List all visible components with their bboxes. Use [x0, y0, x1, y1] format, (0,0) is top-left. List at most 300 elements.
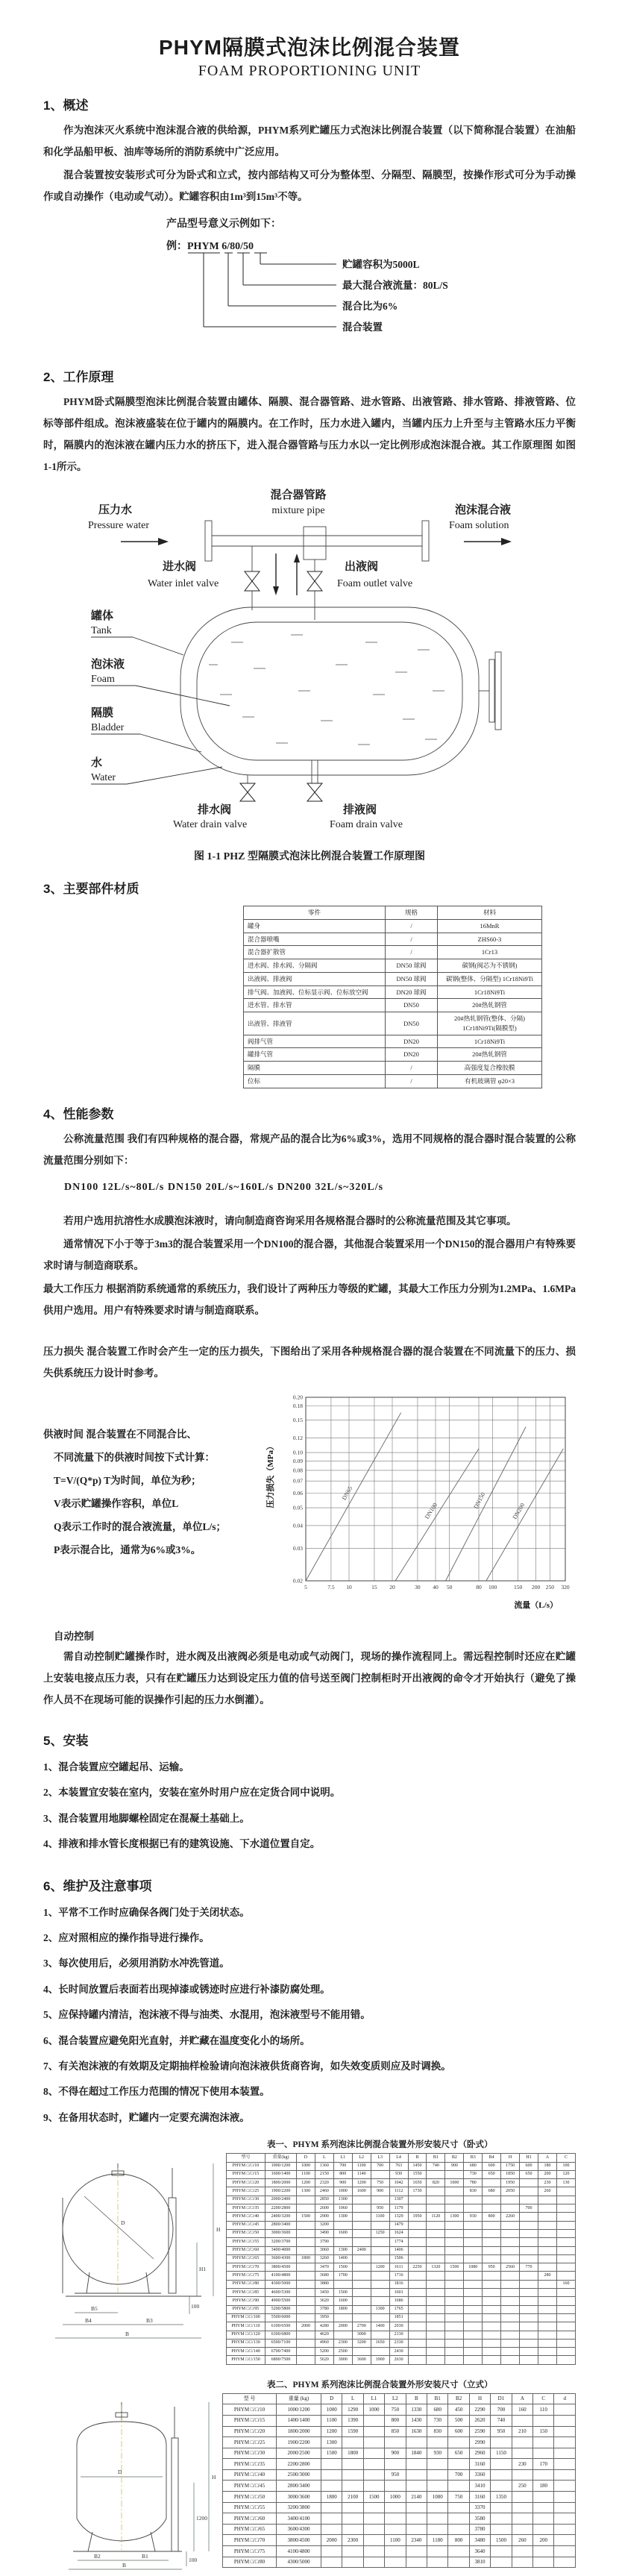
table-cell — [427, 2459, 448, 2470]
table-cell: 1200 — [321, 2426, 342, 2437]
table-cell: 2460 — [315, 2187, 333, 2196]
table-cell — [408, 2313, 427, 2322]
table-cell: 2200/2800 — [265, 2204, 297, 2213]
table-cell — [520, 2305, 538, 2313]
table-cell — [464, 2348, 483, 2356]
table-cell: 1100 — [371, 2213, 389, 2221]
table-cell: 1800 — [297, 2254, 315, 2263]
table-cell — [556, 2229, 575, 2237]
table-cell — [352, 2196, 371, 2204]
table-cell — [483, 2238, 501, 2246]
table-cell: PHYM □/□/30 — [227, 2196, 265, 2204]
table-cell: 混合器喷嘴 — [244, 933, 386, 946]
table-cell — [512, 2524, 532, 2535]
table-cell — [352, 2313, 371, 2322]
table-cell: 3060 — [315, 2246, 333, 2254]
table-row — [227, 2254, 576, 2263]
table-cell: PHYM □/□/25 — [227, 2187, 265, 2196]
table-row — [244, 1074, 542, 1088]
table-row — [244, 1012, 542, 1035]
svg-text:100: 100 — [488, 1583, 497, 1591]
table-cell: 2140 — [406, 2492, 427, 2503]
table-cell — [408, 2339, 427, 2347]
table-row — [227, 2221, 576, 2229]
callout-max-flow: 最大混合液流量：80L/S — [342, 280, 448, 292]
vertical-tank-drawing — [43, 2393, 222, 2576]
dim2-label-b: B — [122, 2561, 127, 2569]
table-cell — [464, 2297, 483, 2305]
table-cell — [352, 2289, 371, 2297]
table-cell: 1624 — [389, 2229, 408, 2237]
column-header: B4 — [483, 2154, 501, 2162]
table-cell — [464, 2313, 483, 2322]
table-cell — [556, 2213, 575, 2221]
table-cell: 750 — [385, 2404, 406, 2416]
table-cell — [427, 2557, 448, 2568]
table-cell — [501, 2204, 520, 2213]
list-item: P表示混合比，通常为6%或3%。 — [54, 1544, 201, 1555]
table-cell: PHYM □/□/90 — [227, 2297, 265, 2305]
foam-texture — [209, 635, 444, 745]
label-mixer-pipe-cn: 混合器管路 — [270, 489, 327, 502]
foam-outlet-valve-icon — [307, 571, 322, 591]
column-header: L2 — [385, 2393, 406, 2404]
table-cell — [342, 2481, 363, 2492]
table-cell — [464, 2339, 483, 2347]
outflow-arrow-icon — [464, 538, 512, 545]
table-cell — [427, 2331, 445, 2339]
table-cell — [464, 2272, 483, 2280]
table-cell — [427, 2280, 445, 2288]
section-3-heading: 3、主要部件材质 — [43, 882, 139, 897]
table-row — [223, 2426, 576, 2437]
table-cell — [491, 2557, 512, 2568]
table-cell — [554, 2459, 576, 2470]
table-cell: 1950 — [408, 2213, 427, 2221]
table-cell: 1600 — [352, 2187, 371, 2196]
label-pressure-water-en: Pressure water — [88, 520, 150, 532]
table-cell: 1300 — [333, 2213, 352, 2221]
table-cell: / — [386, 1074, 438, 1088]
table-cell: 2800/3400 — [265, 2221, 297, 2229]
table-cell: 1851 — [389, 2313, 408, 2322]
table-cell — [554, 2415, 576, 2426]
table-cell: ZHS60-3 — [438, 933, 542, 946]
table-cell — [556, 2356, 575, 2364]
table-cell: 1112 — [389, 2187, 408, 2196]
section-4-paragraph-1: 公称流量范围 我们有四种规格的混合器，常规产品的混合比为6%或3%，选用不同规格的混合器时混合装置的公称流量范围分别如下： — [43, 1132, 576, 1166]
table-cell — [538, 2339, 556, 2347]
table-cell: 2300 — [333, 2339, 352, 2347]
table-cell: 2990 — [469, 2437, 490, 2448]
table-cell — [512, 2546, 532, 2557]
table-cell — [538, 2254, 556, 2263]
table-cell: 1450 — [408, 2162, 427, 2170]
table-cell: 3200/3700 — [265, 2238, 297, 2246]
table-cell — [427, 2348, 445, 2356]
table-cell — [483, 2289, 501, 2297]
table-cell — [427, 2437, 448, 2448]
table-cell — [427, 2339, 445, 2347]
table-cell: 950 — [385, 2469, 406, 2481]
table-cell: 600 — [448, 2426, 469, 2437]
svg-text:0.18: 0.18 — [292, 1402, 303, 1409]
list-item: 9、在备用状态时，贮罐内一定要充满泡沫液。 — [43, 2111, 250, 2123]
table-cell: 1000 — [297, 2162, 315, 2170]
table-cell: 1060 — [333, 2204, 352, 2213]
list-item: 供液时间 混合装置在不同混合比、 — [43, 1428, 197, 1440]
column-header: D — [297, 2154, 315, 2162]
table-cell: 930 — [389, 2170, 408, 2178]
left-flange — [205, 521, 212, 561]
table-row — [223, 2524, 576, 2535]
table-cell — [491, 2481, 512, 2492]
table-cell — [538, 2196, 556, 2204]
table-cell — [297, 2348, 315, 2356]
section-6-heading: 6、维护及注意事项 — [43, 1878, 152, 1893]
table-cell: 3200 — [352, 2339, 371, 2347]
table-cell: 1630 — [406, 2426, 427, 2437]
table-cell — [491, 2502, 512, 2513]
column-header: B3 — [464, 2154, 483, 2162]
table-cell — [406, 2546, 427, 2557]
table-row — [223, 2437, 576, 2448]
table-cell — [501, 2356, 520, 2364]
table-cell — [538, 2204, 556, 2213]
table-cell — [483, 2272, 501, 2280]
table-cell: PHYM □/□/75 — [223, 2546, 277, 2557]
table-cell: 2400/3200 — [265, 2213, 297, 2221]
table-cell — [427, 2313, 445, 2322]
table-cell — [538, 2331, 556, 2339]
pressure-loss-chart-wrap — [263, 1388, 576, 1616]
table-cell — [538, 2280, 556, 2288]
table-cell: 800 — [385, 2415, 406, 2426]
list-item: Q表示工作时的混合液流量，单位L/s； — [54, 1520, 227, 1532]
table-cell — [342, 2469, 363, 2481]
table-cell: 1800/2000 — [265, 2179, 297, 2187]
table-cell — [297, 2229, 315, 2237]
table-cell: / — [386, 933, 438, 946]
table-cell: 1100 — [321, 2415, 342, 2426]
table-cell: 800 — [483, 2213, 501, 2221]
table-cell: 1730 — [408, 2187, 427, 2196]
table-cell — [445, 2196, 464, 2204]
table-cell: 650 — [483, 2170, 501, 2178]
table-cell: 2620 — [469, 2415, 490, 2426]
list-item: 7、有关泡沫液的有效期及定期抽样检验请向泡沫液供货商咨询，如失效变质则应及时调换。 — [43, 2061, 451, 2072]
table-cell — [501, 2331, 520, 2339]
table-cell — [371, 2289, 389, 2297]
table-cell: 碳钢(阀芯为不锈钢) — [438, 959, 542, 973]
table-cell: 2500 — [333, 2348, 352, 2356]
table-cell: 3360 — [469, 2469, 490, 2481]
table-cell — [371, 2272, 389, 2280]
table-cell: 5620 — [315, 2356, 333, 2364]
table-cell — [321, 2524, 342, 2535]
table-cell: 900 — [333, 2179, 352, 2187]
table-cell — [371, 2313, 389, 2322]
table-cell — [520, 2322, 538, 2331]
list-item: 3、混合装置用地脚螺栓固定在混凝土基础上。 — [43, 1812, 250, 1824]
table-cell: 2300 — [342, 2535, 363, 2546]
table-cell: 20#热轧钢管(整体、分隔) 1Cr18Ni9Ti(隔膜型) — [438, 1012, 542, 1035]
model-example-code: 例：PHYM 6/80/50 — [166, 241, 254, 253]
table-cell: 1406 — [389, 2246, 408, 2254]
table-cell — [533, 2524, 554, 2535]
table-cell — [363, 2459, 384, 2470]
table-cell: 3400/4000 — [265, 2246, 297, 2254]
table-cell: 1600 — [333, 2229, 352, 2237]
table-cell — [501, 2238, 520, 2246]
table-cell — [408, 2238, 427, 2246]
table-cell — [554, 2426, 576, 2437]
table-cell: 800 — [448, 2535, 469, 2546]
table-cell — [297, 2221, 315, 2229]
table-cell — [483, 2179, 501, 2187]
mixer-body — [304, 527, 326, 560]
table-cell: 1100 — [297, 2170, 315, 2178]
table-cell — [406, 2469, 427, 2481]
table-cell: 600 — [520, 2162, 538, 2170]
column-header: H — [501, 2154, 520, 2162]
table-row — [244, 972, 542, 985]
table-cell: 260 — [512, 2535, 532, 2546]
table-cell — [297, 2297, 315, 2305]
table-cell: 2250 — [408, 2263, 427, 2272]
table-cell: 1300 — [333, 2246, 352, 2254]
section-4-paragraph-4: 最大工作压力 根据消防系统通常的系统压力，我们设计了两种压力等级的贮罐，其最大工作压力分别为1.2MPa、1.6MPa供用户选用。用户有特殊要求时请与制造商联系。 — [43, 1282, 576, 1316]
svg-text:40: 40 — [433, 1583, 439, 1591]
table-cell: 1400 — [333, 2254, 352, 2263]
table-cell: 3600/4300 — [265, 2254, 297, 2263]
table-cell — [464, 2356, 483, 2364]
table-cell: PHYM □/□/65 — [223, 2524, 277, 2535]
table-cell: 1000 — [363, 2404, 384, 2416]
dimensions-table-horizontal — [226, 2153, 576, 2364]
table-cell — [406, 2459, 427, 2470]
table-cell: 450 — [448, 2404, 469, 2416]
table-cell — [363, 2469, 384, 2481]
table-cell — [333, 2313, 352, 2322]
table-cell — [408, 2305, 427, 2313]
table-cell: 160 — [556, 2280, 575, 2288]
table-cell — [464, 2289, 483, 2297]
table-cell — [501, 2246, 520, 2254]
column-header: L3 — [371, 2154, 389, 2162]
table1-block — [43, 2153, 576, 2364]
table-cell: 罐身 — [244, 919, 386, 933]
svg-text:0.09: 0.09 — [292, 1457, 303, 1464]
table-cell: 3200/3800 — [277, 2502, 321, 2513]
table-cell — [427, 2229, 445, 2237]
table-cell — [483, 2254, 501, 2263]
label-foam-solution-cn: 泡沫混合液 — [455, 504, 512, 517]
table-cell: 850 — [385, 2426, 406, 2437]
table-row — [223, 2448, 576, 2459]
table-cell — [427, 2469, 448, 2481]
table-cell — [371, 2196, 389, 2204]
table-cell: 1800 — [321, 2492, 342, 2503]
table-row — [223, 2557, 576, 2568]
callout-unit: 混合装置 — [342, 322, 383, 333]
dim-label-h1: H1 — [199, 2266, 207, 2273]
table-cell — [501, 2221, 520, 2229]
table-cell: 700 — [491, 2404, 512, 2416]
table-cell — [371, 2297, 389, 2305]
column-header: 零件 — [244, 906, 386, 920]
label-bladder-en: Bladder — [91, 722, 125, 734]
auto-control-paragraph: 需自动控制贮罐操作时，进水阀及出液阀必须是电动或气动阀门，现场的操作流程同上。需远程控制时还应在贮罐上安装电接点压力表，只有在贮罐压力达到设定压力值的信号送至阀门控制柜时开出液阀的命令才开始执行（避免了操作人员不在现场可能的误操作引起的压力水倒灌）。 — [43, 1650, 576, 1705]
table-cell: 1430 — [406, 2415, 427, 2426]
table-row — [244, 985, 542, 999]
table-row — [223, 2535, 576, 2546]
table-cell: 180 — [533, 2481, 554, 2492]
column-header: L1 — [333, 2154, 352, 2162]
tank-side-flange-outer — [495, 652, 501, 730]
svg-text:10: 10 — [346, 1583, 352, 1591]
table-cell: 2900 — [315, 2213, 333, 2221]
table-cell — [352, 2348, 371, 2356]
table-cell — [445, 2313, 464, 2322]
table-cell — [321, 2546, 342, 2557]
maintenance-list — [43, 1900, 576, 2131]
section-5-heading: 5、安装 — [43, 1733, 89, 1748]
table-cell — [406, 2557, 427, 2568]
table-cell — [385, 2437, 406, 2448]
table-cell — [520, 2272, 538, 2280]
table-cell — [297, 2339, 315, 2347]
table-cell — [448, 2481, 469, 2492]
table-cell — [554, 2437, 576, 2448]
table-cell: PHYM □/□/35 — [223, 2459, 277, 2470]
table-cell — [556, 2272, 575, 2280]
table-cell: PHYM □/□/10 — [227, 2162, 265, 2170]
list-item: 2、本装置宜安装在室内，安装在室外时用户应在定货合同中说明。 — [43, 1787, 341, 1799]
table-cell — [554, 2535, 576, 2546]
table-cell: 5200/5800 — [265, 2305, 297, 2313]
table-cell — [445, 2322, 464, 2331]
table-cell — [321, 2557, 342, 2568]
table-cell — [371, 2170, 389, 2178]
table-cell: 1140 — [352, 2170, 371, 2178]
dimensions-table-vertical — [222, 2393, 576, 2569]
table-cell — [554, 2524, 576, 2535]
table-cell: 3600 — [352, 2356, 371, 2364]
table-cell — [520, 2356, 538, 2364]
table2-header-row — [223, 2393, 576, 2404]
table-cell: PHYM □/□/120 — [227, 2331, 265, 2339]
table-cell — [501, 2348, 520, 2356]
table-cell: PHYM □/□/140 — [227, 2348, 265, 2356]
dim2-label-b2: B2 — [94, 2552, 101, 2560]
table-cell — [408, 2196, 427, 2204]
table-cell: PHYM □/□/60 — [227, 2246, 265, 2254]
table-row — [244, 1062, 542, 1075]
table-cell: 1320 — [427, 2263, 445, 2272]
table-cell — [297, 2196, 315, 2204]
label-foam-drain-en: Foam drain valve — [330, 819, 403, 831]
table-cell: 隔膜 — [244, 1062, 386, 1075]
table-cell — [501, 2272, 520, 2280]
table-cell: 1180 — [427, 2535, 448, 2546]
label-water-en: Water — [91, 772, 116, 784]
table-cell: 2320 — [315, 2179, 333, 2187]
table-cell: PHYM □/□/150 — [227, 2356, 265, 2364]
table-cell: 1500 — [297, 2213, 315, 2221]
table-cell: 1290 — [342, 2404, 363, 2416]
table-cell — [342, 2459, 363, 2470]
dim2-label-100: 100 — [189, 2556, 198, 2563]
section-4-paragraph-2: 若用户选用抗溶性水成膜泡沫液时，请向制造商咨询采用各规格混合器时的公称流量范围及其它事项。 — [63, 1215, 517, 1226]
table-cell: 3800/4500 — [277, 2535, 321, 2546]
table-cell: 110 — [533, 2404, 554, 2416]
table-cell: 200 — [533, 2535, 554, 2546]
label-outlet-valve-en: Foam outlet valve — [337, 578, 413, 590]
table-cell — [554, 2469, 576, 2481]
table-cell: 1390 — [342, 2415, 363, 2426]
table-cell: 2600 — [315, 2204, 333, 2213]
table-cell: 排气阀、加液阀、位标显示阀、位标放空阀 — [244, 985, 386, 999]
table-cell: 2050 — [501, 2187, 520, 2196]
table-cell — [363, 2502, 384, 2513]
auto-control-heading: 自动控制 — [54, 1630, 94, 1642]
table-cell — [352, 2263, 371, 2272]
table-cell — [297, 2356, 315, 2364]
table-cell — [385, 2459, 406, 2470]
table-cell — [483, 2297, 501, 2305]
table-cell — [427, 2272, 445, 2280]
table-cell: 1716 — [389, 2272, 408, 2280]
table-cell — [352, 2229, 371, 2237]
table-cell — [427, 2246, 445, 2254]
column-header: B2 — [448, 2393, 469, 2404]
table-cell: 1042 — [389, 2179, 408, 2187]
table-cell: 230 — [512, 2459, 532, 2470]
table-cell: 900 — [371, 2187, 389, 2196]
column-header: 重量 (kg) — [277, 2393, 321, 2404]
table-cell: 1329 — [389, 2213, 408, 2221]
table-cell — [321, 2459, 342, 2470]
table-cell: 1400/1400 — [277, 2415, 321, 2426]
table-cell: 1600/1400 — [265, 2170, 297, 2178]
table-cell: 1000 — [333, 2187, 352, 2196]
table-cell: 3000 — [333, 2356, 352, 2364]
table-cell — [408, 2322, 427, 2331]
table-cell — [483, 2221, 501, 2229]
label-foam-cn: 泡沫液 — [91, 659, 125, 671]
table-cell — [427, 2196, 445, 2204]
table-cell — [483, 2348, 501, 2356]
table-cell: 3950 — [315, 2313, 333, 2322]
table-cell: 1900/2200 — [265, 2187, 297, 2196]
svg-text:250: 250 — [545, 1583, 554, 1591]
table-cell — [448, 2513, 469, 2525]
column-header: C — [556, 2154, 575, 2162]
table-cell: 1330 — [406, 2404, 427, 2416]
table-cell: 680 — [427, 2404, 448, 2416]
table-cell — [406, 2513, 427, 2525]
tank-side-flange — [489, 659, 494, 722]
table-cell — [556, 2246, 575, 2254]
table-cell: 700 — [371, 2162, 389, 2170]
up-arrow-icon — [294, 554, 300, 595]
table-cell: 20#热轧钢管 — [438, 999, 542, 1012]
table-cell — [448, 2546, 469, 2557]
table-cell: 1816 — [389, 2280, 408, 2288]
model-fork-svg — [166, 215, 517, 348]
svg-text:0.04: 0.04 — [292, 1522, 303, 1529]
